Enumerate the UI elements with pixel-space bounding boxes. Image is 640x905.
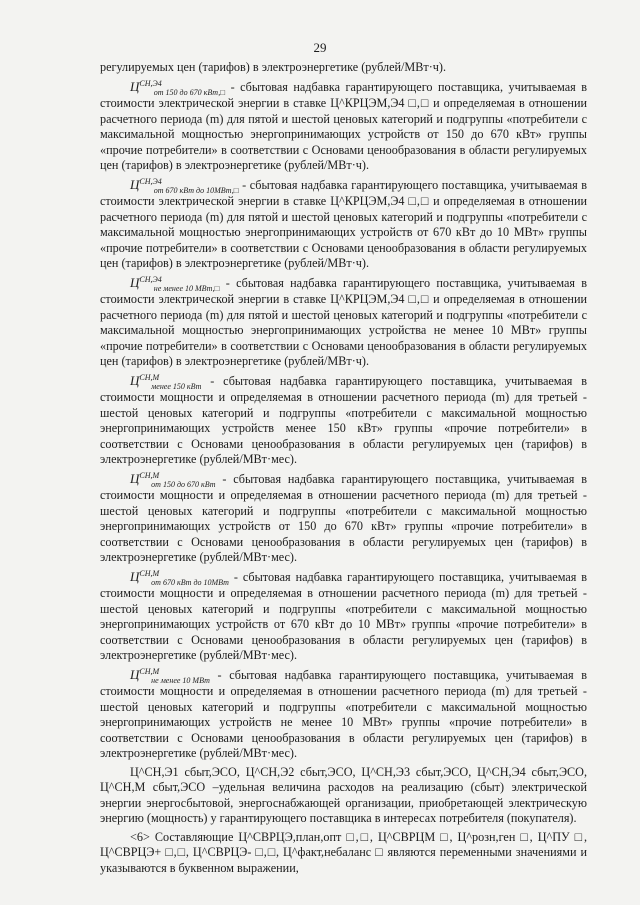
paragraph xyxy=(100,60,587,76)
paragraph xyxy=(100,471,587,566)
page-number: 29 xyxy=(313,40,327,55)
tariff-symbol: $Ц^{СН,М}менее$ 150 кВт xyxy=(130,372,202,391)
paragraph xyxy=(100,79,587,174)
tariff-symbol: $Ц^{СН,М}от$ 670 кВт до 10МВт xyxy=(130,568,229,587)
paragraph-text: - сбытовая надбавка гарантирующего поставщика, учитываемая в стоимости электрической энергии в ставке Ц^КРЦЭМ,Э4 □,□ и определяемая в отношении расчетного периода (m) для пятой и шестой ценовых категорий и подгруппы «потребители с максимальной мощностью энергопринимающих устройства не менее 10 МВт» группы «прочие потребители» в соответствии с Основами ценообразования в области регулируемых цен (тарифов) в электроэнергетике (рублей/МВт·ч). xyxy=(100,275,588,368)
paragraph-text: - сбытовая надбавка гарантирующего поставщика, учитываемая в стоимости мощности и определяемая в отношении расчетного периода (m) для третьей - шестой ценовых категорий и подгруппы «потребители с максимальной мощностью энергопринимающих устройств от 150 до 670 кВт» группы «прочие потребители» в соответствии с Основами ценообразования в области регулируемых цен (тарифов) в электроэнергетике (рублей/МВт·мес). xyxy=(100,471,588,564)
paragraph xyxy=(100,275,587,370)
paragraph-text: - сбытовая надбавка гарантирующего поставщика, учитываемая в стоимости мощности и определяемая в отношении расчетного периода (m) для третьей - шестой ценовых категорий и подгруппы «потребители с максимальной мощностью энергопринимающих устройств не менее 10 МВт» группы «прочие потребители» в соответствии с Основами ценообразования в области регулируемых цен (тарифов) в электроэнергетике (рублей/МВт·мес). xyxy=(100,667,588,760)
tariff-symbol: $Ц^{СН,М}не$ менее 10 МВт xyxy=(130,666,210,685)
page-body xyxy=(100,60,587,879)
footnote-text: <6> Составляющие Ц^СВРЦЭ,план,опт □,□, Ц^СВРЦМ □, Ц^розн,ген □, Ц^ПУ □, Ц^СВРЦЭ+ □,□, Ц^СВРЦЭ- □,□, Ц^факт,небаланс □ являются переменными значениями и указываются в буквенном выражении, xyxy=(100,829,587,875)
paragraph-text: - сбытовая надбавка гарантирующего поставщика, учитываемая в стоимости мощности и определяемая в отношении расчетного периода (m) для третьей - шестой ценовых категорий и подгруппы «потребители с максимальной мощностью энергопринимающих устройств менее 150 кВт» группы «прочие потребители» в соответствии с Основами ценообразования в области регулируемых цен (тарифов) в электроэнергетике (рублей/МВт·мес). xyxy=(100,373,588,466)
tariff-symbol: $Ц^{СН,М}от$ 150 до 670 кВт xyxy=(130,470,216,489)
tariff-symbol: $Ц^{СН,Э4}от$ 670 кВт до 10МВт,□ xyxy=(130,176,239,195)
footnote-6 xyxy=(100,830,587,877)
paragraph xyxy=(100,373,587,468)
tariff-symbol: $Ц^{СН,Э4}не$ менее 10 МВт,□ xyxy=(130,274,220,293)
paragraph xyxy=(100,667,587,762)
tariff-symbol: $Ц^{СН,Э4}от$ 150 до 670 кВт,□ xyxy=(130,78,226,97)
paragraph-text: - сбытовая надбавка гарантирующего поставщика, учитываемая в стоимости электрической энергии в ставке Ц^КРЦЭМ,Э4 □,□ и определяемая в отношении расчетного периода (m) для пятой и шестой ценовых категорий и подгруппы «потребители с максимальной мощностью энергопринимающих устройств от 670 кВт до 10 МВт» группы «прочие потребители» в соответствии с Основами ценообразования в области регулируемых цен (тарифов) в электроэнергетике (рублей/МВт·ч). xyxy=(100,177,588,270)
paragraph xyxy=(100,177,587,272)
paragraph-text: - сбытовая надбавка гарантирующего поставщика, учитываемая в стоимости электрической энергии в ставке Ц^КРЦЭМ,Э4 □,□ и определяемая в отношении расчетного периода (m) для пятой и шестой ценовых категорий и подгруппы «потребители с максимальной мощностью энергопринимающих устройств от 150 до 670 кВт» группы «прочие потребители» в соответствии с Основами ценообразования в области регулируемых цен (тарифов) в электроэнергетике (рублей/МВт·ч). xyxy=(100,79,588,172)
paragraph-text: регулируемых цен (тарифов) в электроэнергетике (рублей/МВт·ч). xyxy=(100,60,446,74)
paragraph-text: - сбытовая надбавка гарантирующего поставщика, учитываемая в стоимости мощности и определяемая в отношении расчетного периода (m) для третьей - шестой ценовых категорий и подгруппы «потребители с максимальной мощностью энергопринимающих устройств от 670 кВт до 10 МВт» группы «прочие потребители» в соответствии с Основами ценообразования в области регулируемых цен (тарифов) в электроэнергетике (рублей/МВт·мес). xyxy=(100,569,588,662)
paragraph xyxy=(100,569,587,664)
paragraph-text: Ц^СН,Э1 сбыт,ЭСО, Ц^СН,Э2 сбыт,ЭСО, Ц^СН,Э3 сбыт,ЭСО, Ц^СН,Э4 сбыт,ЭСО, Ц^СН,М сбыт,ЭСО –удельная величина расходов на реализацию (сбыт) электрической энергии энергосбытовой, энергоснабжающей организации, приобретающей электрическую энергию (мощность) у гарантирующего поставщика в интересах потребителя (покупателя). xyxy=(100,764,587,825)
paragraph xyxy=(100,765,587,827)
